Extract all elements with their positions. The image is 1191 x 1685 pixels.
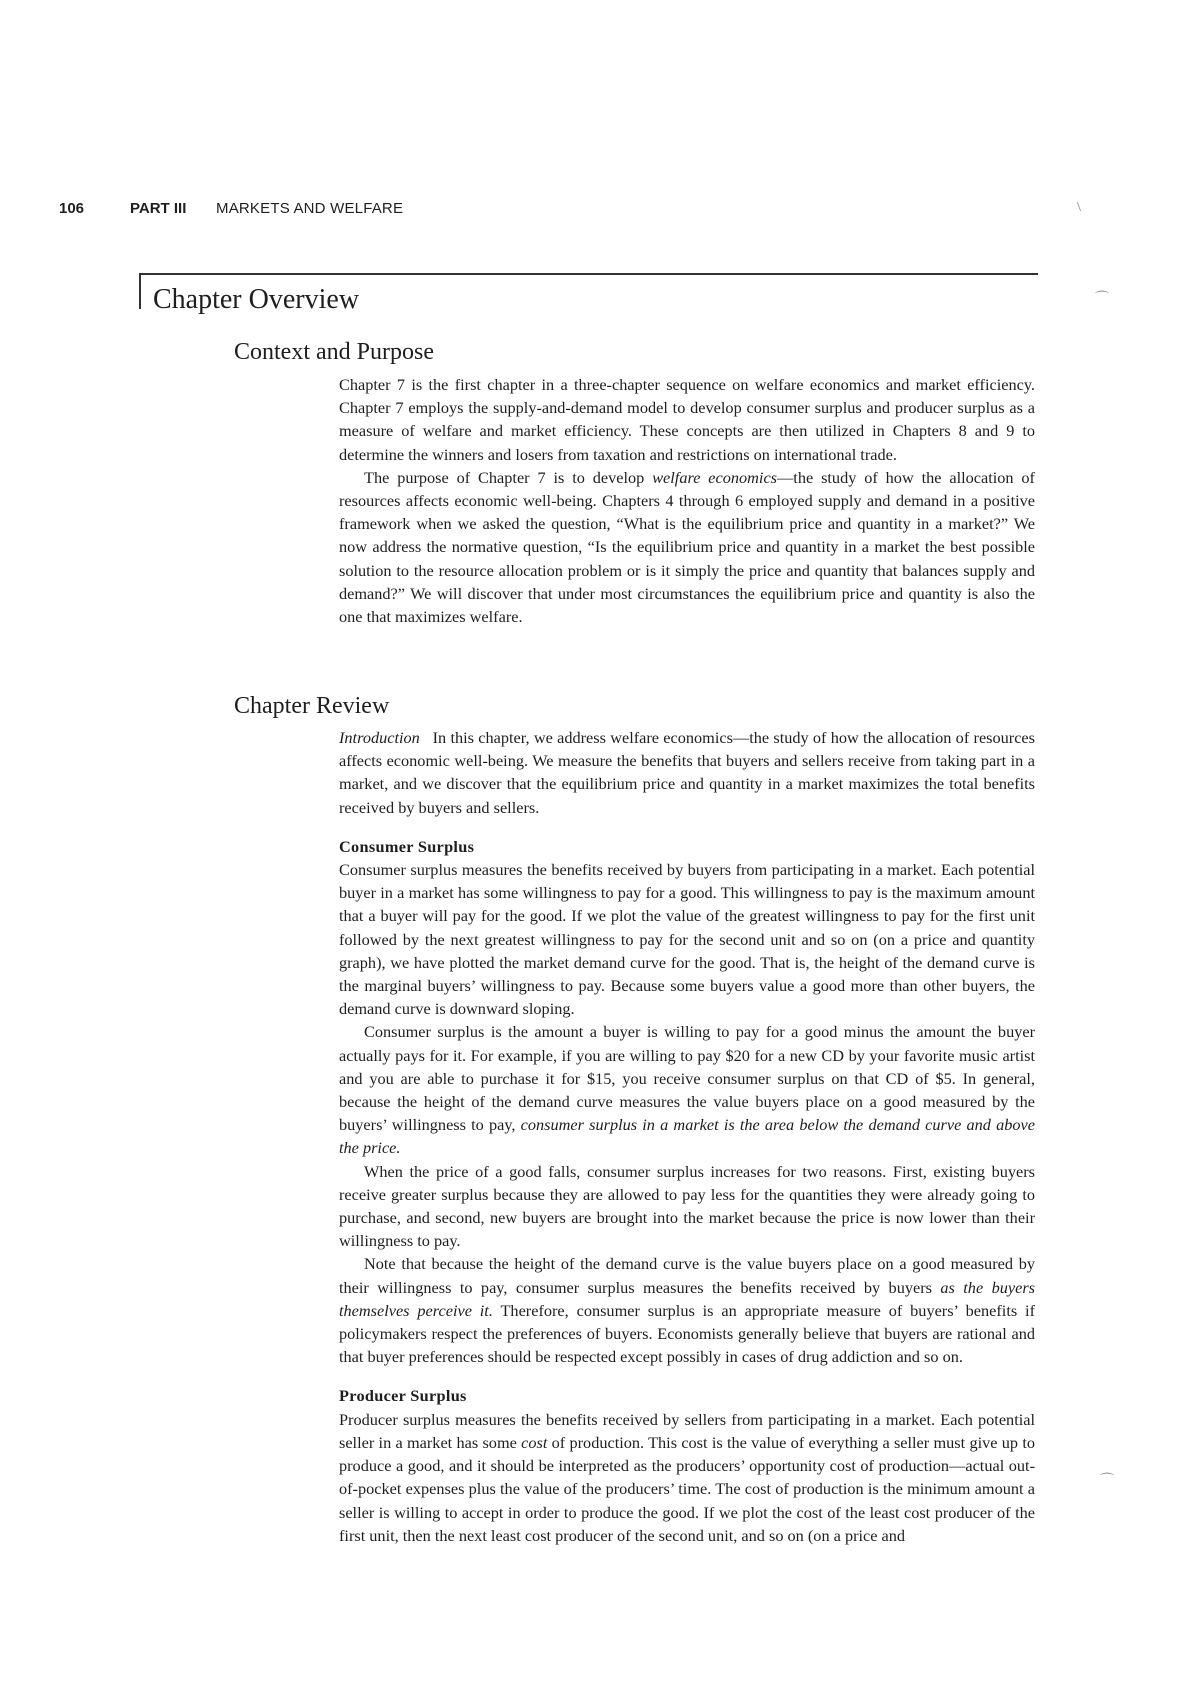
chapter-overview-title: Chapter Overview	[153, 284, 360, 315]
text-run: The purpose of Chapter 7 is to develop	[364, 467, 653, 487]
running-header	[0, 200, 1191, 224]
welfare-economics-term: welfare economics	[652, 467, 778, 487]
consumer-paragraph-3: When the price of a good falls, consumer surplus increases for two reasons. First, existing buyers receive greater surplus because they are allowed to pay less for the quantities they were already going to purchase, and second, new buyers are brought into the market because the price is now lower than their willingness to pay.	[339, 1161, 1035, 1251]
introduction-paragraph	[339, 726, 1035, 819]
cost-term: cost	[521, 1432, 548, 1452]
consumer-paragraph-1: Consumer surplus measures the benefits received by buyers from participating in a market. Each potential buyer in a market has some willingness to pay for a good. This willingness to pay is the maximum amount that a buyer will pay for the good. If we plot the value of the greatest willingness to pay for the first unit followed by the next greatest willingness to pay for the second unit and so on (on a price and quantity graph), we have plotted the market demand curve for the good. That is, the height of the demand curve is the marginal buyers’ willingness to pay. Because some buyers value a good more than other buyers, the demand curve is downward sloping.	[339, 860, 1035, 1019]
text-run: —the study of how the allocation of resources affects economic well-being. Chapters 4 through 6 employed supply and demand in a positive framework when we asked the question, “What is the equilibrium price and quantity in a market?” We now address the normative question, “Is the equilibrium price and quantity in a market the best possible solution to the resource allocation problem or is it simply the price and quantity that balances supply and demand?” We will discover that under most circumstances the equilibrium price and quantity is also the one that maximizes welfare.	[339, 467, 1035, 627]
introduction-label: Introduction	[339, 728, 420, 747]
context-paragraph-1: Chapter 7 is the first chapter in a three-chapter sequence on welfare economics and market efficiency. Chapter 7 employs the supply-and-demand model to develop consumer surplus and producer surplus as a measure of welfare and market efficiency. These concepts are then utilized in Chapters 8 and 9 to determine the winners and losers from taxation and restrictions on international trade.	[339, 375, 1035, 464]
text-run: Note that because the height of the demand curve is the value buyers place on a good measured by their willingness to pay, consumer surplus measures the benefits received by buyers	[339, 1254, 1035, 1297]
consumer-paragraph-4	[339, 1252, 1035, 1368]
text-run: Producer surplus measures the benefits received by sellers from participating in a market. Each potential seller in a market has some	[339, 1409, 1035, 1452]
review-body	[339, 726, 1035, 1547]
top-rule	[140, 273, 1038, 275]
page-number: 106	[59, 200, 85, 217]
consumer-paragraph-2	[339, 1020, 1035, 1159]
producer-surplus-heading: Producer Surplus	[339, 1386, 467, 1406]
rule-tick	[139, 273, 141, 309]
text-run: of production. This cost is the value of everything a seller must give up to produce a good, and it should be interpreted as the producers’ opportunity cost of production—actual out-of-pocket expenses plus the value of the producers’ time. The cost of production is the minimum amount a seller is willing to accept in order to produce the good. If we plot the cost of the least cost producer of the first unit, then the next least cost producer of the second unit, and so on (on a price and	[339, 1432, 1035, 1545]
context-body	[339, 373, 1035, 628]
text-run: Therefore, consumer surplus is an appropriate measure of buyers’ benefits if policymakers respect the preferences of buyers. Economists generally believe that buyers are rational and that buyer preferences should be respected except possibly in cases of drug addiction and so on.	[339, 1300, 1035, 1367]
consumer-surplus-definition: consumer surplus in a market is the area below the demand curve and above the price.	[339, 1115, 1035, 1158]
scan-mark: \	[1077, 200, 1081, 215]
scan-mark: ⌒	[1095, 292, 1109, 307]
text-run: Consumer surplus is the amount a buyer is willing to pay for a good minus the amount the buyer actually pays for it. For example, if you are willing to pay $20 for a new CD by your favorite music artist and you are able to purchase it for $15, you receive consumer surplus on that CD of $5. In general, because the height of the demand curve measures the value buyers place on a good measured by the buyers’ willingness to pay,	[339, 1022, 1035, 1135]
text-run: In this chapter, we address welfare economics—the study of how the allocation of resources affects economic well-being. We measure the benefits that buyers and sellers receive from taking part in a market, and we discover that the equilibrium price and quantity in a market maximizes the total benefits received by buyers and sellers.	[339, 728, 1035, 817]
consumer-surplus-heading: Consumer Surplus	[339, 836, 475, 856]
perceive-phrase: as the buyers themselves perceive it.	[339, 1277, 1036, 1320]
scan-mark: ⌒	[1100, 1474, 1114, 1489]
part-label: PART III	[130, 200, 187, 217]
section-label: MARKETS AND WELFARE	[216, 200, 404, 217]
producer-paragraph-1	[339, 1408, 1035, 1547]
context-paragraph-2	[339, 466, 1035, 628]
review-heading: Chapter Review	[234, 693, 390, 719]
context-heading: Context and Purpose	[234, 339, 434, 365]
